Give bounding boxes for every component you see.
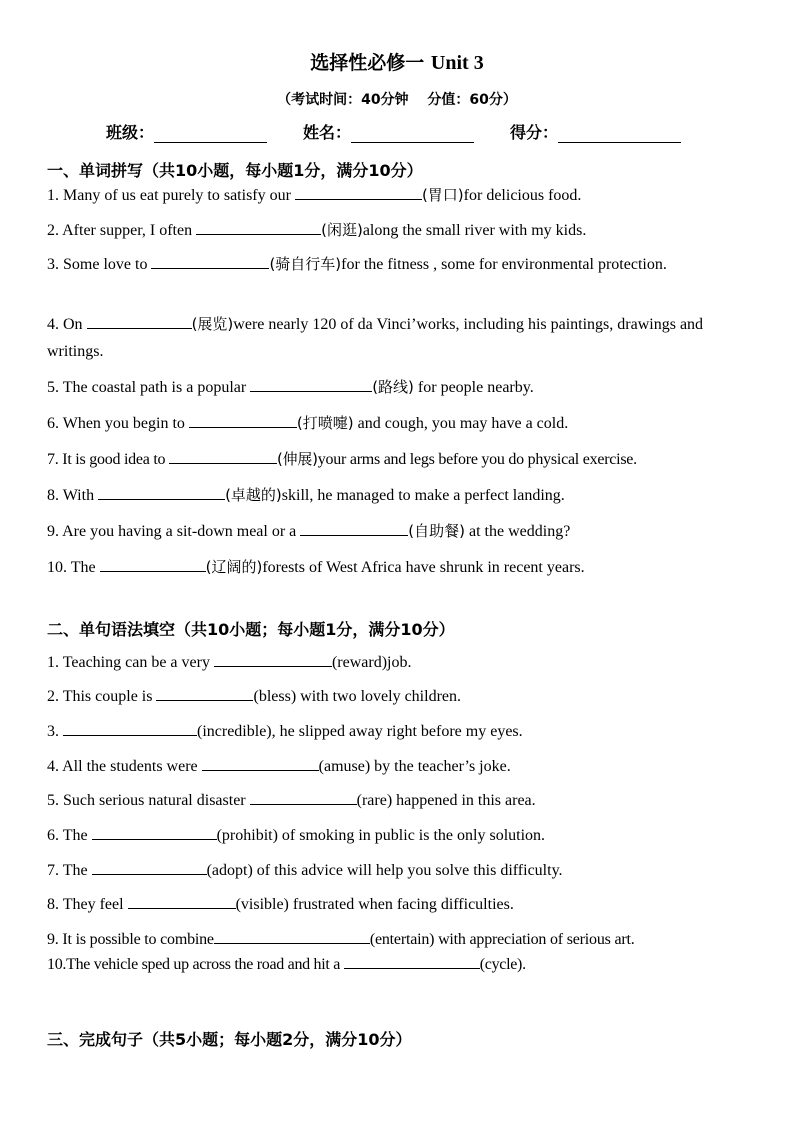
question-text: (adopt) of this advice will help you solve this difficulty. [206,862,563,879]
s1-question-10 [47,556,585,578]
question-text: 2. After supper, I often [47,222,197,239]
answer-blank[interactable] [250,789,357,805]
question-text: 5. Such serious natural disaster [47,792,250,809]
hint: (骑自行车) [269,255,342,273]
question-text: were nearly 120 of da Vinci’works, including his paintings, drawings and writings. [47,316,704,360]
question-text: 2. This couple is [47,688,157,705]
s1-question-9 [47,520,570,542]
answer-blank[interactable] [202,755,319,771]
question-text: (prohibit) of smoking in public is the only solution. [216,827,546,844]
s1-question-8 [47,484,565,506]
answer-blank[interactable] [214,928,370,944]
class-label: 班级： [106,123,155,142]
hint: (胃口) [421,186,464,204]
answer-blank[interactable] [300,520,408,536]
question-text: 8. They feel [47,896,128,913]
question-text: (bless) with two lovely children. [253,688,461,705]
answer-blank[interactable] [344,953,480,969]
question-text: your arms and legs before you do physical exercise. [317,451,637,468]
question-text: 1. Teaching can be a very [47,654,214,671]
question-text: 6. When you begin to [47,415,189,432]
question-text: 10.The vehicle sped up across the road and hit a [47,956,344,973]
title-unit: Unit 3 [430,52,484,74]
hint: (辽阔的) [205,558,263,576]
section1-heading: 一、单词拼写（共10小题，每小题1分，满分10分） [47,161,423,180]
answer-blank[interactable] [214,651,332,667]
score-field [510,120,681,143]
question-text: forests of West Africa have shrunk in recent years. [262,559,585,576]
page-title [0,48,794,75]
s1-question-1 [47,184,581,206]
s2-question-7 [47,859,563,881]
answer-blank[interactable] [156,685,253,701]
hint: (伸展) [277,450,318,468]
question-text: 8. With [47,487,99,504]
answer-blank[interactable] [92,824,217,840]
answer-blank[interactable] [151,253,269,269]
question-text: at the wedding? [465,523,571,540]
s2-question-10 [47,953,526,975]
s2-question-8 [47,893,514,915]
class-blank[interactable] [154,125,267,143]
s1-question-5 [47,376,534,398]
answer-blank[interactable] [92,859,207,875]
hint: (卓越的) [225,486,282,504]
answer-blank[interactable] [169,448,277,464]
question-text: along the small river with my kids. [362,222,587,239]
answer-blank[interactable] [128,893,236,909]
question-text: 3. Some love to [47,256,152,273]
question-text: (entertain) with appreciation of serious art. [369,931,635,948]
answer-blank[interactable] [87,313,192,329]
question-text: skill, he managed to make a perfect landing. [281,487,565,504]
question-text: (reward)job. [331,654,412,671]
s1-question-6 [47,412,568,434]
s2-question-1 [47,651,411,673]
title-cn: 选择性必修一 [310,52,425,74]
score-label: 得分： [510,123,559,142]
question-text: (cycle). [479,956,526,973]
name-blank[interactable] [351,125,474,143]
s2-question-2 [47,685,461,707]
answer-blank[interactable] [189,412,297,428]
s1-question-3 [47,251,747,278]
s2-question-9 [47,928,635,950]
section3-heading: 三、完成句子（共5小题；每小题2分，满分10分） [47,1030,412,1049]
question-text: (rare) happened in this area. [356,792,536,809]
s1-question-2 [47,219,586,241]
answer-blank[interactable] [100,556,206,572]
answer-blank[interactable] [295,184,422,200]
hint: (闲逛) [321,221,363,239]
class-field [106,120,267,143]
student-info-row [0,120,794,142]
question-text: (visible) frustrated when facing difficulties. [235,896,514,913]
question-text: 4. All the students were [47,758,202,775]
exam-info: （考试时间：40分钟 分值：60分） [277,92,517,108]
name-label: 姓名： [303,123,352,142]
hint: (路线) [372,378,414,396]
s1-question-7 [47,448,637,470]
answer-blank[interactable] [250,376,372,392]
answer-blank[interactable] [196,219,321,235]
hint: (自助餐) [408,522,465,540]
section2-heading: 二、单句语法填空（共10小题；每小题1分，满分10分） [47,620,455,639]
hint: (打喷嚏) [296,414,354,432]
s2-question-6 [47,824,545,846]
question-text: 1. Many of us eat purely to satisfy our [47,187,295,204]
question-text: (amuse) by the teacher’s joke. [318,758,511,775]
question-text: 7. The [47,862,92,879]
question-text: for people nearby. [413,379,534,396]
question-text: 3. [47,723,63,740]
s1-question-4 [47,311,747,365]
question-text: 5. The coastal path is a popular [47,379,251,396]
hint: (展览) [191,315,234,333]
s2-question-4 [47,755,511,777]
question-text: 9. It is possible to combine [47,931,214,948]
question-text: 10. The [47,559,100,576]
name-field [303,120,474,143]
answer-blank[interactable] [63,720,197,736]
question-text: 7. It is good idea to [47,451,170,468]
question-text: (incredible), he slipped away right before my eyes. [197,723,523,740]
question-text: 4. On [47,316,87,333]
question-text: 9. Are you having a sit-down meal or a [47,523,301,540]
question-text: for the fitness , some for environmental protection. [341,256,667,273]
s2-question-5 [47,789,536,811]
question-text: 6. The [47,827,92,844]
s2-question-3 [47,720,523,742]
answer-blank[interactable] [98,484,225,500]
question-text: for delicious food. [463,187,582,204]
question-text: and cough, you may have a cold. [353,415,569,432]
score-blank[interactable] [558,125,681,143]
